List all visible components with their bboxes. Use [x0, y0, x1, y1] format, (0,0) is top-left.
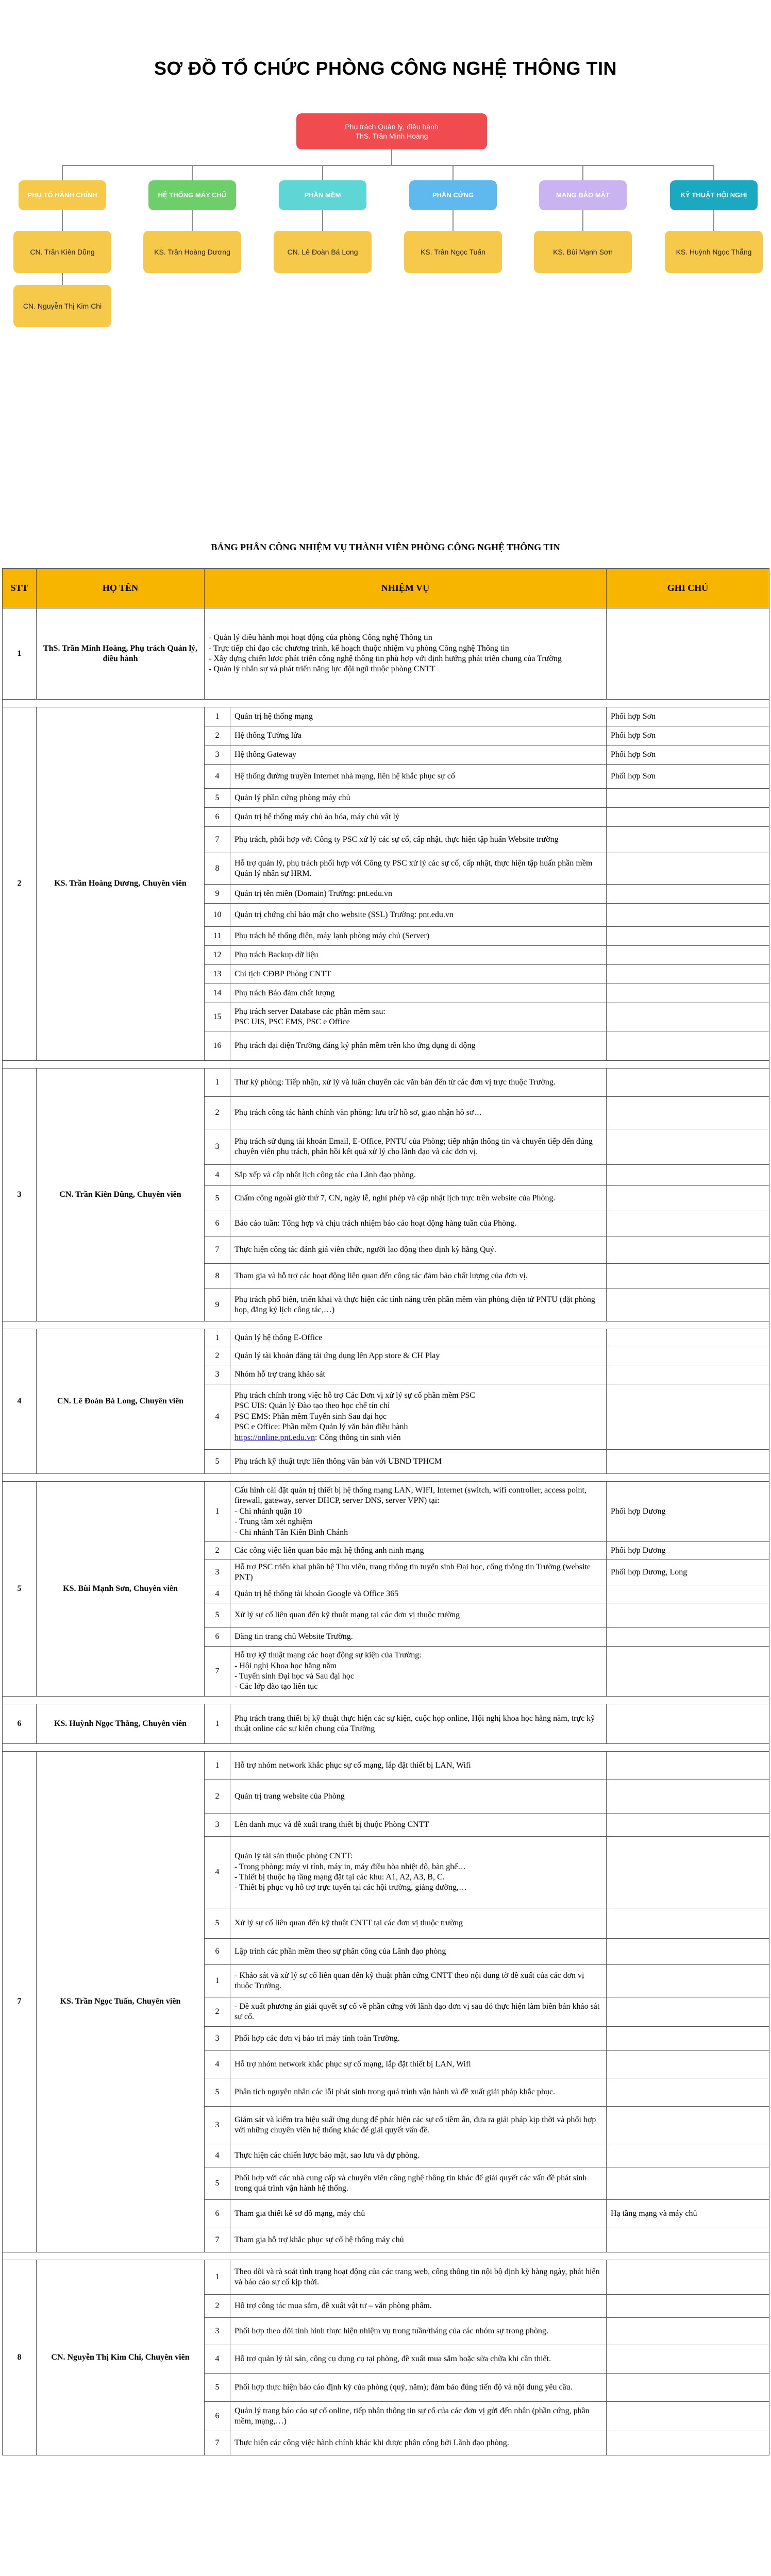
name-cell: KS. Bùi Mạnh Sơn, Chuyên viên: [37, 1482, 205, 1697]
dept-label: MẠNG BẢO MẬT: [556, 191, 610, 199]
org-chart-title: SƠ ĐỒ TỔ CHỨC PHÒNG CÔNG NGHỆ THÔNG TIN: [154, 58, 617, 79]
note-cell: [607, 1837, 769, 1908]
task-cell: Lập trình các phần mềm theo sự phân công của Lãnh đạo phòng: [230, 1939, 607, 1965]
name-cell: CN. Lê Đoàn Bá Long, Chuyên viên: [37, 1329, 205, 1474]
task-number-cell: 3: [205, 1560, 230, 1585]
note-cell: [607, 1365, 769, 1384]
stt-cell: 6: [3, 1704, 37, 1744]
task-cell: Phụ trách Backup dữ liệu: [230, 946, 607, 965]
task-cell: Phân tích nguyên nhân các lỗi phát sinh trong quá trình vận hành và đề xuất giải pháp khắc phục.: [230, 2078, 607, 2107]
note-cell: Hạ tầng mạng và máy chủ: [607, 2200, 769, 2228]
note-cell: [607, 1814, 769, 1837]
connector-line: [62, 165, 63, 180]
task-number-cell: 6: [205, 2200, 230, 2228]
task-cell: - Khảo sát và xử lý sự cố liên quan đến kỹ thuật phần cứng CNTT theo nội dung tờ đề xuất của các đơn vị thuộc Trường.: [230, 1965, 607, 1997]
table-row: [3, 1482, 769, 1542]
task-cell: Sắp xếp và cập nhật lịch công tác của Lãnh đạo phòng.: [230, 1165, 607, 1186]
note-cell: [607, 1647, 769, 1697]
task-number-cell: 3: [205, 1365, 230, 1384]
task-number-cell: 1: [205, 1482, 230, 1542]
task-number-cell: 13: [205, 965, 230, 984]
task-number-cell: 4: [205, 2345, 230, 2374]
row-spacer: [3, 1061, 769, 1069]
note-cell: [607, 2144, 769, 2167]
task-number-cell: 6: [205, 2402, 230, 2431]
task-cell: Phụ trách sử dụng tài khoản Email, E-Office, PNTU của Phòng; tiếp nhận thông tin và chuyển tiếp đến đúng chuyên viên phụ trách, phản hồi kết quả xử lý cho lãnh đạo và các đơn vị.: [230, 1129, 607, 1165]
header-name: HỌ TÊN: [37, 569, 205, 608]
stt-cell: 4: [3, 1329, 37, 1474]
task-number-cell: 9: [205, 885, 230, 904]
note-cell: [607, 1329, 769, 1347]
connector-line: [62, 165, 714, 166]
task-number-cell: 2: [205, 1780, 230, 1814]
table-row: [3, 1752, 769, 1780]
task-cell: Quản lý hệ thống E-Office: [230, 1329, 607, 1347]
portal-link[interactable]: https://online.pnt.edu.vn: [234, 1433, 315, 1442]
table-header-row: [3, 569, 769, 608]
task-cell: Giám sát và kiểm tra hiệu suất ứng dụng để phát hiện các sự cố tiềm ẩn, đưa ra giải pháp kịp thời và phối hợp với những chuyên viên hệ thống khác để giải quyết vấn đề.: [230, 2107, 607, 2144]
note-cell: [607, 2051, 769, 2078]
spacer-cell: [3, 1744, 769, 1752]
note-cell: [607, 1264, 769, 1289]
note-cell: [607, 946, 769, 965]
task-number-cell: 5: [205, 2374, 230, 2402]
note-cell: Phối hợp Sơn: [607, 707, 769, 726]
name-cell: KS. Trần Hoàng Dương, Chuyên viên: [37, 707, 205, 1061]
connector-line: [582, 210, 583, 231]
task-cell: Phối hợp theo dõi tình hình thực hiện nhiệm vụ trong tuần/tháng của các nhóm sự trong phòng.: [230, 2318, 607, 2345]
person-name: KS. Trần Hoàng Dương: [154, 247, 230, 256]
task-number-cell: 1: [205, 1704, 230, 1744]
note-cell: [607, 885, 769, 904]
dept-box-mang-bao-mat: [539, 180, 627, 210]
note-cell: [607, 1628, 769, 1647]
task-cell: Quản trị hệ thống mạng: [230, 707, 607, 726]
org-head-name: ThS. Trần Minh Hoàng: [355, 132, 428, 140]
table-row: [3, 608, 769, 700]
task-cell: Phụ trách server Database các phần mềm sau: PSC UIS, PSC EMS, PSC e Office: [230, 1003, 607, 1031]
table-title: BẢNG PHÂN CÔNG NHIỆM VỤ THÀNH VIÊN PHÒNG CÔNG NGHỆ THÔNG TIN: [211, 542, 560, 552]
person-name: KS. Bùi Mạnh Sơn: [553, 247, 613, 256]
person-box: [404, 231, 502, 273]
note-cell: [607, 1165, 769, 1186]
task-cell: Quản trị hệ thống tài khoản Google và Office 365: [230, 1585, 607, 1603]
name-cell: CN. Nguyễn Thị Kim Chi, Chuyên viên: [37, 2260, 205, 2455]
task-number-cell: 1: [205, 1069, 230, 1097]
task-cell: Cấu hình cài đặt quản trị thiết bị hệ thống mạng LAN, WIFI, Internet (switch, wifi controller, access point, firewall, gateway, server DHCP, server DNS, server VPN) tại: - Chi nhánh quận 10 - Trung tâm xét nghiệm - Chi nhánh Tân Kiên Bình Chánh: [230, 1482, 607, 1542]
dept-box-phan-cung: [409, 180, 497, 210]
org-chart: [0, 0, 771, 371]
note-cell: [607, 1031, 769, 1061]
task-number-cell: 1: [205, 1329, 230, 1347]
task-cell: - Quản lý điều hành mọi hoạt động của phòng Công nghệ Thông tin - Trực tiếp chỉ đạo các chương trình, kế hoạch thuộc nhiệm vụ phòng Công nghệ Thông tin - Xây dựng chiến lược phát triển công nghệ thông tin phù hợp với định hướng phát triển chung của Trường - Quản lý nhân sự và phát triển năng lực đội ngũ thuộc phòng CNTT: [205, 608, 607, 700]
header-note: GHI CHÚ: [607, 569, 769, 608]
note-cell: Phối hợp Sơn: [607, 765, 769, 789]
connector-line: [713, 165, 714, 180]
task-cell: Phụ trách Báo đảm chất lượng: [230, 984, 607, 1003]
task-number-cell: 7: [205, 2431, 230, 2455]
note-cell: Phối hợp Dương: [607, 1482, 769, 1542]
task-number-cell: 8: [205, 853, 230, 885]
dept-label: PHẦN MỀM: [304, 191, 341, 199]
task-number-cell: 5: [205, 1908, 230, 1939]
connector-line: [452, 210, 454, 231]
task-cell: Hệ thống Tường lửa: [230, 726, 607, 745]
task-cell: Tham gia thiết kế sơ đồ mạng, máy chủ: [230, 2200, 607, 2228]
task-number-cell: 5: [205, 1603, 230, 1628]
task-cell: Phụ trách phổ biến, triển khai và thực hiện các tính năng trên phần mềm văn phòng điện tử PNTU (đặt phòng họp, đăng ký lịch công tác,…): [230, 1289, 607, 1321]
task-cell: Hỗ trợ kỹ thuật mạng các hoạt động sự kiện của Trường: - Hội nghị Khoa học hằng năm - Tuyển sinh Đại học và Sau đại học - Các lớp đào tạo liên tục: [230, 1647, 607, 1697]
connector-line: [192, 210, 193, 231]
person-name: CN. Trần Kiên Dũng: [30, 247, 95, 256]
note-cell: [607, 2374, 769, 2402]
person-box: [534, 231, 632, 273]
task-cell: Thực hiện công tác đánh giá viên chức, người lao động theo định kỳ hằng Quý.: [230, 1236, 607, 1264]
task-cell: Quản trị hệ thống máy chủ ảo hóa, máy chủ vật lý: [230, 808, 607, 827]
person-name: KS. Huỳnh Ngọc Thắng: [676, 247, 752, 256]
task-cell: Hỗ trợ nhóm network khắc phục sự cố mạng, lắp đặt thiết bị LAN, Wifi: [230, 2051, 607, 2078]
task-cell: Lên danh mục và đề xuất trang thiết bị thuộc Phòng CNTT: [230, 1814, 607, 1837]
dept-label: PHỤ TỐ HÀNH CHÍNH: [27, 191, 97, 199]
person-box: [665, 231, 763, 273]
note-cell: Phối hợp Dương, Long: [607, 1560, 769, 1585]
row-spacer: [3, 1321, 769, 1329]
note-cell: [607, 1908, 769, 1939]
connector-line: [322, 165, 323, 180]
note-cell: [607, 608, 769, 700]
stt-cell: 1: [3, 608, 37, 700]
note-cell: [607, 2027, 769, 2051]
task-cell: Phối hợp với các nhà cung cấp và chuyên viên công nghệ thông tin khác để giải quyết các vấn đề phát sinh trong quá trình vận hành hệ thống.: [230, 2167, 607, 2200]
spacer-cell: [3, 1321, 769, 1329]
note-cell: [607, 1236, 769, 1264]
dept-box-ky-thuat-hoi-nghi: [670, 180, 758, 210]
task-cell: Phối hợp các đơn vị bảo trì máy tính toàn Trường.: [230, 2027, 607, 2051]
task-cell: Hỗ trợ công tác mua sắm, đề xuất vật tư – văn phòng phẩm.: [230, 2295, 607, 2318]
spacer-cell: [3, 1474, 769, 1482]
task-cell: Phụ trách trang thiết bị kỹ thuật thực hiện các sự kiện, cuộc họp online, Hội nghị khoa học hằng năm, trực kỹ thuật online các sự kiện chung của Trường: [230, 1704, 607, 1744]
person-name: KS. Trần Ngọc Tuấn: [420, 247, 486, 256]
task-number-cell: 2: [205, 1347, 230, 1365]
task-cell: Thư ký phòng: Tiếp nhận, xử lý và luân chuyển các văn bản đến từ các đơn vị trực thuộc Trường.: [230, 1069, 607, 1097]
task-cell: Tham gia hỗ trợ khắc phục sự cố hệ thống máy chủ: [230, 2228, 607, 2252]
spacer-cell: [3, 1697, 769, 1704]
row-spacer: [3, 1474, 769, 1482]
task-number-cell: 2: [205, 1542, 230, 1560]
name-cell: KS. Huỳnh Ngọc Thắng, Chuyên viên: [37, 1704, 205, 1744]
task-number-cell: 4: [205, 1384, 230, 1450]
dept-box-he-thong-may-chu: [148, 180, 236, 210]
task-number-cell: 2: [205, 1997, 230, 2027]
note-cell: [607, 1289, 769, 1321]
spacer-cell: [3, 2252, 769, 2260]
stt-cell: 8: [3, 2260, 37, 2455]
note-cell: [607, 1704, 769, 1744]
task-number-cell: 3: [205, 2318, 230, 2345]
task-number-cell: 3: [205, 2027, 230, 2051]
connector-line: [582, 165, 583, 180]
task-number-cell: 7: [205, 827, 230, 853]
task-number-cell: 5: [205, 1186, 230, 1211]
note-cell: [607, 1129, 769, 1165]
note-cell: [607, 2228, 769, 2252]
stt-cell: 2: [3, 707, 37, 1061]
task-number-cell: 5: [205, 2078, 230, 2107]
dept-label: HỆ THỐNG MÁY CHỦ: [158, 191, 227, 199]
task-number-cell: 3: [205, 2107, 230, 2144]
task-number-cell: 1: [205, 1965, 230, 1997]
task-number-cell: 9: [205, 1289, 230, 1321]
stt-cell: 7: [3, 1752, 37, 2252]
note-cell: [607, 1997, 769, 2027]
task-cell: Hỗ trợ nhóm network khắc phục sự cố mạng, lắp đặt thiết bị LAN, Wifi: [230, 1752, 607, 1780]
header-stt: STT: [3, 569, 37, 608]
note-cell: [607, 853, 769, 885]
task-cell: Phụ trách, phối hợp với Công ty PSC xử lý các sự cố, cấp nhật, thực hiện tập huấn Website trường: [230, 827, 607, 853]
task-cell: Thực hiện các công việc hành chính khác khi được phân công bởi Lãnh đạo phòng.: [230, 2431, 607, 2455]
task-number-cell: 7: [205, 1647, 230, 1697]
task-number-cell: 4: [205, 1585, 230, 1603]
note-cell: [607, 2318, 769, 2345]
task-cell: Tham gia và hỗ trợ các hoạt động liên quan đến công tác đảm bảo chất lượng của đơn vị.: [230, 1264, 607, 1289]
connector-line: [713, 210, 714, 231]
name-cell: ThS. Trần Minh Hoàng, Phụ trách Quản lý, điều hành: [37, 608, 205, 700]
portal-link-suffix: : Cổng thông tin sinh viên: [315, 1433, 401, 1442]
task-number-cell: 16: [205, 1031, 230, 1061]
task-cell: Phụ trách kỹ thuật trực liên thông văn bản với UBND TPHCM: [230, 1450, 607, 1474]
task-number-cell: 4: [205, 2144, 230, 2167]
task-number-cell: 4: [205, 2051, 230, 2078]
task-cell: Quản lý tài khoản đăng tải ứng dụng lên App store & CH Play: [230, 1347, 607, 1365]
stt-cell: 5: [3, 1482, 37, 1697]
note-cell: [607, 1780, 769, 1814]
task-cell: Báo cáo tuần: Tổng hợp và chịu trách nhiệm báo cáo hoạt động hàng tuần của Phòng.: [230, 1211, 607, 1236]
note-cell: [607, 2078, 769, 2107]
dept-box-phan-mem: [279, 180, 366, 210]
note-cell: [607, 1965, 769, 1997]
note-cell: [607, 2402, 769, 2431]
task-cell: Quản trị chứng chỉ bảo mật cho website (SSL) Trường: pnt.edu.vn: [230, 904, 607, 927]
dept-label: KỸ THUẬT HỘI NGHỊ: [680, 191, 747, 199]
note-cell: [607, 1384, 769, 1450]
task-number-cell: 3: [205, 1129, 230, 1165]
task-number-cell: 5: [205, 2167, 230, 2200]
task-number-cell: 2: [205, 1097, 230, 1129]
person-box: [143, 231, 241, 273]
person-name: CN. Lê Đoàn Bá Long: [287, 247, 358, 256]
task-number-cell: 2: [205, 2295, 230, 2318]
task-number-cell: 1: [205, 1752, 230, 1780]
note-cell: [607, 1347, 769, 1365]
task-number-cell: 15: [205, 1003, 230, 1031]
task-cell: Hỗ trợ quản lý tài sản, công cụ dụng cụ tại phòng, đề xuất mua sắm hoặc sửa chữa khi cần thiết.: [230, 2345, 607, 2374]
dept-label: PHẦN CỨNG: [432, 191, 474, 199]
note-cell: Phối hợp Sơn: [607, 726, 769, 745]
task-cell: - Đề xuất phương án giải quyết sự cố về phần cứng với lãnh đạo đơn vị sau đó thực hiện làm biên bản khảo sát sự cố.: [230, 1997, 607, 2027]
note-cell: [607, 2345, 769, 2374]
task-number-cell: 2: [205, 726, 230, 745]
row-spacer: [3, 1697, 769, 1704]
task-cell: Quản trị tên miền (Domain) Trường: pnt.edu.vn: [230, 885, 607, 904]
task-cell: Quản lý trang báo cáo sự cố online, tiếp nhận thông tin sự cố của các đơn vị gửi đến nhân (phần cứng, phần mềm, mạng,…): [230, 2402, 607, 2431]
connector-line: [452, 165, 454, 180]
note-cell: [607, 1450, 769, 1474]
task-cell: Phối hợp thực hiện báo cáo định kỳ của phòng (quý, năm); đảm bảo đúng tiến độ và nội dung yêu cầu.: [230, 2374, 607, 2402]
task-cell: Xử lý sự cố liên quan đến kỹ thuật mạng tại các đơn vị thuộc trường: [230, 1603, 607, 1628]
person-name: CN. Nguyễn Thị Kim Chi: [23, 301, 102, 310]
spacer-cell: [3, 1061, 769, 1069]
task-number-cell: 11: [205, 927, 230, 946]
task-number-cell: 6: [205, 1939, 230, 1965]
task-number-cell: 6: [205, 1628, 230, 1647]
org-head-box: [296, 113, 487, 149]
note-cell: [607, 827, 769, 853]
row-spacer: [3, 1744, 769, 1752]
task-cell: Phụ trách hệ thống điện, máy lạnh phòng máy chủ (Server): [230, 927, 607, 946]
table-row: [3, 2260, 769, 2295]
note-cell: [607, 2431, 769, 2455]
note-cell: [607, 1603, 769, 1628]
table-row: [3, 1329, 769, 1347]
task-number-cell: 4: [205, 1837, 230, 1908]
task-cell: Chỉ tịch CĐBP Phòng CNTT: [230, 965, 607, 984]
task-cell: Chấm công ngoài giờ thứ 7, CN, ngày lễ, nghỉ phép và cập nhật lịch trực trên website của Phòng.: [230, 1186, 607, 1211]
task-number-cell: 1: [205, 2260, 230, 2295]
task-cell: Nhóm hỗ trợ trang khảo sát: [230, 1365, 607, 1384]
row-spacer: [3, 700, 769, 707]
header-task: NHIỆM VỤ: [205, 569, 607, 608]
task-number-cell: 4: [205, 1165, 230, 1186]
task-number-cell: 10: [205, 904, 230, 927]
name-cell: CN. Trần Kiên Dũng, Chuyên viên: [37, 1069, 205, 1321]
note-cell: [607, 2167, 769, 2200]
note-cell: Phối hợp Dương: [607, 1542, 769, 1560]
task-number-cell: 12: [205, 946, 230, 965]
assignment-table: [2, 568, 769, 2455]
note-cell: [607, 1752, 769, 1780]
task-cell: Theo dõi và rà soát tình trạng hoạt động của các trang web, cổng thông tin nội bộ định kỳ hàng ngày, phát hiện và báo cáo sự cố kịp thời.: [230, 2260, 607, 2295]
table-row: [3, 707, 769, 726]
task-cell: Đăng tin trang chủ Website Trường.: [230, 1628, 607, 1647]
note-cell: [607, 2260, 769, 2295]
table-row: [3, 1704, 769, 1744]
person-box: [274, 231, 372, 273]
note-cell: Phối hợp Sơn: [607, 745, 769, 765]
note-cell: [607, 1186, 769, 1211]
task-number-cell: 6: [205, 808, 230, 827]
task-number-cell: 7: [205, 2228, 230, 2252]
task-number-cell: 6: [205, 1211, 230, 1236]
task-cell: Phụ trách chính trong việc hỗ trợ Các Đơn vị xử lý sự cố phần mềm PSC PSC UIS: Quản lý Đào tạo theo học chế tín chỉ PSC EMS: Phần mềm Tuyển sinh Sau đại học PSC e Office: Phần mềm Quản lý văn bản điều hành https://online.pnt.edu.vn: Cổng thông tin sinh viên: [230, 1384, 607, 1450]
task-cell: Hỗ trợ PSC triển khai phân hệ Thu viên, trang thông tin tuyển sinh Đại học, cổng thông tin Trường (website PNT): [230, 1560, 607, 1585]
task-number-cell: 3: [205, 1814, 230, 1837]
name-cell: KS. Trần Ngọc Tuấn, Chuyên viên: [37, 1752, 205, 2252]
task-cell: Quản lý phần cứng phòng máy chủ: [230, 789, 607, 808]
task-cell: Thực hiện các chiến lược bảo mật, sao lưu và dự phòng.: [230, 2144, 607, 2167]
note-cell: [607, 2107, 769, 2144]
note-cell: [607, 927, 769, 946]
connector-line: [322, 210, 323, 231]
task-number-cell: 4: [205, 765, 230, 789]
org-head-role: Phụ trách Quản lý, điều hành: [345, 122, 439, 131]
note-cell: [607, 1069, 769, 1097]
task-number-cell: 3: [205, 745, 230, 765]
person-box: [13, 285, 111, 327]
task-number-cell: 7: [205, 1236, 230, 1264]
note-cell: [607, 1097, 769, 1129]
note-cell: [607, 789, 769, 808]
task-cell: Hệ thống Gateway: [230, 745, 607, 765]
note-cell: [607, 1003, 769, 1031]
note-cell: [607, 1939, 769, 1965]
spacer-cell: [3, 700, 769, 707]
task-cell: Các công việc liên quan bảo mật hệ thống anh ninh mạng: [230, 1542, 607, 1560]
person-box: [13, 231, 111, 273]
note-cell: [607, 965, 769, 984]
task-number-cell: 5: [205, 789, 230, 808]
task-cell: Quản lý tài sản thuộc phòng CNTT: - Trong phòng: máy vi tính, máy in, máy điều hòa nhiệt độ, bàn ghế… - Thiết bị thuộc hạ tầng mạng đặt tại các khu: A1, A2, A3, B, C. - Thiết bị phục vụ hỗ trợ trực tuyến tại các hội trường, giảng đường,…: [230, 1837, 607, 1908]
task-number-cell: 5: [205, 1450, 230, 1474]
task-number-cell: 14: [205, 984, 230, 1003]
note-cell: [607, 808, 769, 827]
task-number-cell: 8: [205, 1264, 230, 1289]
note-cell: [607, 904, 769, 927]
note-cell: [607, 984, 769, 1003]
task-cell: Xử lý sự cố liên quan đến kỹ thuật CNTT tại các đơn vị thuộc trường: [230, 1908, 607, 1939]
task-cell: Phụ trách công tác hành chính văn phòng: lưu trữ hồ sơ, giao nhận hồ sơ…: [230, 1097, 607, 1129]
note-cell: [607, 1585, 769, 1603]
table-row: [3, 1069, 769, 1097]
task-cell: Quản trị trang website của Phòng: [230, 1780, 607, 1814]
note-cell: [607, 2295, 769, 2318]
task-cell: Hỗ trợ quản lý, phụ trách phối hợp với Công ty PSC xử lý các sự cố, cấp nhật, thực hiện tập huấn phần mềm Quản lý nhân sự HRM.: [230, 853, 607, 885]
connector-line: [391, 149, 392, 165]
task-cell: Phụ trách đại diện Trường đăng ký phần mềm trên kho ứng dụng di động: [230, 1031, 607, 1061]
row-spacer: [3, 2252, 769, 2260]
task-cell: Hệ thống đường truyền Internet nhà mạng, liên hệ khắc phục sự cố: [230, 765, 607, 789]
note-cell: [607, 1211, 769, 1236]
stt-cell: 3: [3, 1069, 37, 1321]
connector-line: [192, 165, 193, 180]
task-number-cell: 1: [205, 707, 230, 726]
dept-box-hanh-chinh: [19, 180, 106, 210]
